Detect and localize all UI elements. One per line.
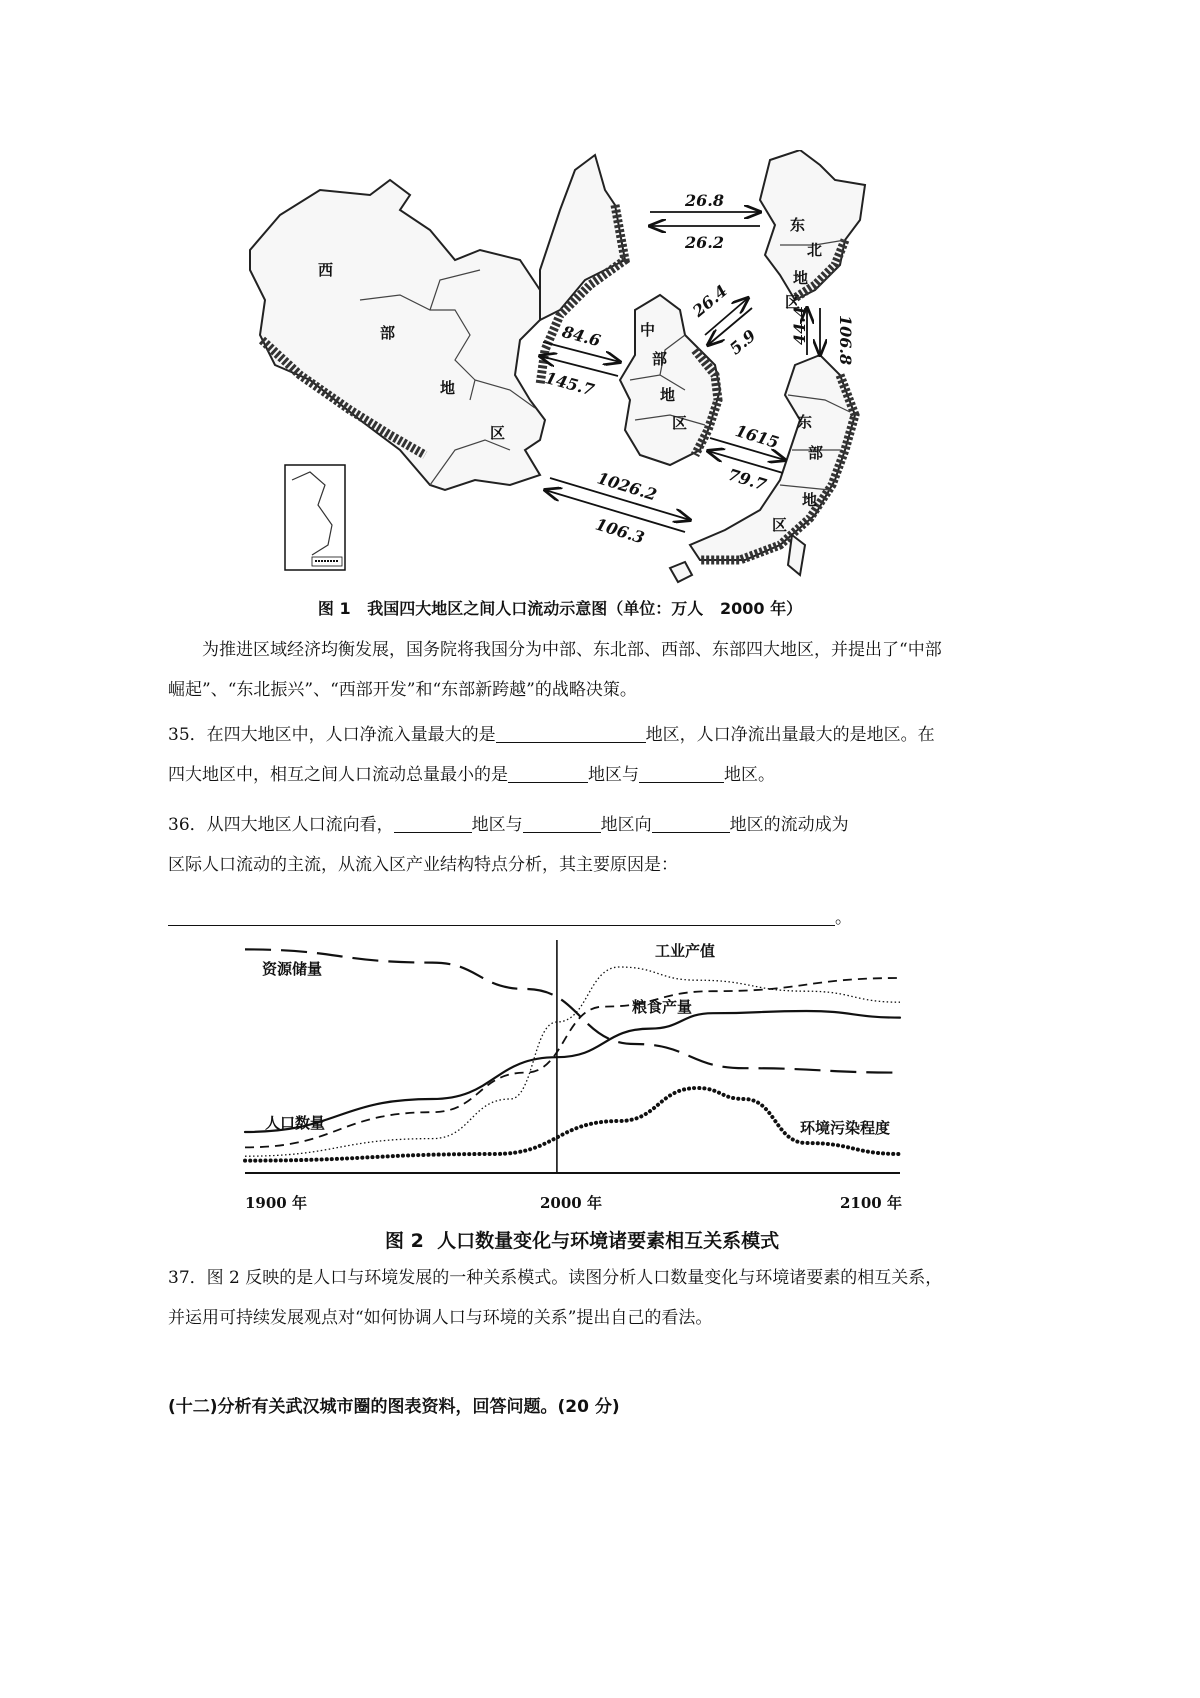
q35-blank-3[interactable] — [508, 764, 588, 783]
q36-end: 。 — [835, 908, 852, 928]
flow-value-ne-c: 5.9 — [725, 325, 760, 359]
flow-value-c-e: 1615 — [733, 421, 782, 453]
q35-text-c: 地区。在四大地区中，相互之间人口流动总量最小的是 — [168, 725, 935, 785]
flow-value-ne-w: 26.2 — [685, 233, 724, 252]
flow-value-ne-e: 106.8 — [836, 315, 855, 366]
flow-value-c-ne: 26.4 — [688, 281, 731, 321]
x-tick-2000: 2000 年 — [540, 1194, 602, 1212]
east-label-2: 部 — [808, 444, 824, 462]
label-population: 人口数量 — [265, 1114, 326, 1132]
q36-text-d: 地区的流动成为 — [729, 815, 849, 835]
flow-value-w-c: 84.6 — [560, 321, 603, 351]
section-12-heading: (十二)分析有关武汉城市圈的图表资料，回答问题。(20 分) — [168, 1397, 620, 1417]
northeast-region — [760, 150, 865, 311]
flow-value-e-c: 79.7 — [725, 464, 769, 495]
x-tick-1900: 1900 年 — [245, 1194, 307, 1212]
west-label-3: 地 — [440, 379, 456, 397]
q36-answer-line[interactable] — [168, 903, 852, 928]
west-region — [250, 180, 545, 490]
q36-text-c: 地区向 — [600, 815, 652, 835]
west-label-4: 区 — [490, 424, 506, 442]
figure1-caption: 图 1 我国四大地区之间人口流动示意图（单位：万人 2000 年） — [317, 599, 803, 618]
q35-text-b: 地区，人口净流出量最大的是 — [645, 725, 867, 745]
q36-text-a: 36．从四大地区人口流向看， — [168, 815, 394, 835]
q36-blank-3[interactable] — [652, 814, 730, 833]
northeast-label-2: 北 — [807, 241, 823, 259]
question-36 — [168, 805, 948, 885]
q35-blank-1[interactable] — [496, 724, 646, 743]
figure2-caption: 图 2 人口数量变化与环境诸要素相互关系模式 — [385, 1230, 780, 1252]
intro-paragraph: 为推进区域经济均衡发展，国务院将我国分为中部、东北部、西部、东部四大地区，并提出了“中部崛起”、“东北振兴”、“西部开发”和“东部新跨越”的战略决策。 — [168, 640, 942, 700]
flow-value-w-e: 1026.2 — [594, 468, 660, 505]
flow-value-c-w: 145.7 — [543, 368, 597, 400]
question-35 — [168, 715, 948, 795]
east-label-1: 东 — [797, 413, 813, 431]
population-environment-chart — [240, 940, 920, 1220]
q35-text-d: 地区与 — [588, 765, 639, 785]
q35-blank-4[interactable] — [639, 764, 724, 783]
q35-text-a: 35．在四大地区中，人口净流入量最大的是 — [168, 725, 496, 745]
northeast-label-4: 区 — [785, 293, 801, 311]
question-37: 37．图 2 反映的是人口与环境发展的一种关系模式。读图分析人口数量变化与环境诸要素的相互关系，并运用可持续发展观点对“如何协调人口与环境的关系”提出自己的看法。 — [168, 1268, 943, 1328]
population-flow-map — [240, 150, 900, 590]
q35-text-e: 地区。 — [724, 765, 775, 785]
flow-value-e-w: 106.3 — [593, 514, 647, 548]
x-tick-2100: 2100 年 — [840, 1194, 902, 1212]
q36-blank-2[interactable] — [523, 814, 601, 833]
flow-value-w-ne: 26.8 — [685, 191, 724, 210]
central-label-2: 部 — [652, 350, 668, 368]
east-label-4: 区 — [772, 516, 788, 534]
east-label-3: 地 — [802, 491, 818, 509]
northeast-label-1: 东 — [790, 216, 806, 234]
q36-text-b: 地区与 — [471, 815, 523, 835]
label-resource-reserve: 资源储量 — [262, 960, 323, 978]
west-label-1: 西 — [318, 261, 334, 279]
q36-blank-1[interactable] — [394, 814, 472, 833]
series-line-3 — [245, 1011, 900, 1132]
label-industrial-output: 工业产值 — [655, 942, 716, 960]
flow-value-e-ne: 44.4 — [790, 306, 809, 345]
central-label-1: 中 — [640, 321, 656, 339]
central-region — [620, 295, 720, 465]
south-china-sea-inset — [285, 465, 345, 570]
q36-answer-blank[interactable] — [168, 907, 835, 926]
central-label-4: 区 — [672, 414, 688, 432]
label-grain-output: 粮食产量 — [632, 998, 693, 1016]
north-strip — [540, 155, 625, 385]
label-pollution: 环境污染程度 — [800, 1119, 891, 1137]
northeast-label-3: 地 — [793, 269, 809, 287]
q36-text-e: 区际人口流动的主流，从流入区产业结构特点分析，其主要原因是： — [168, 855, 678, 875]
central-label-3: 地 — [660, 386, 676, 404]
west-label-2: 部 — [380, 324, 396, 342]
